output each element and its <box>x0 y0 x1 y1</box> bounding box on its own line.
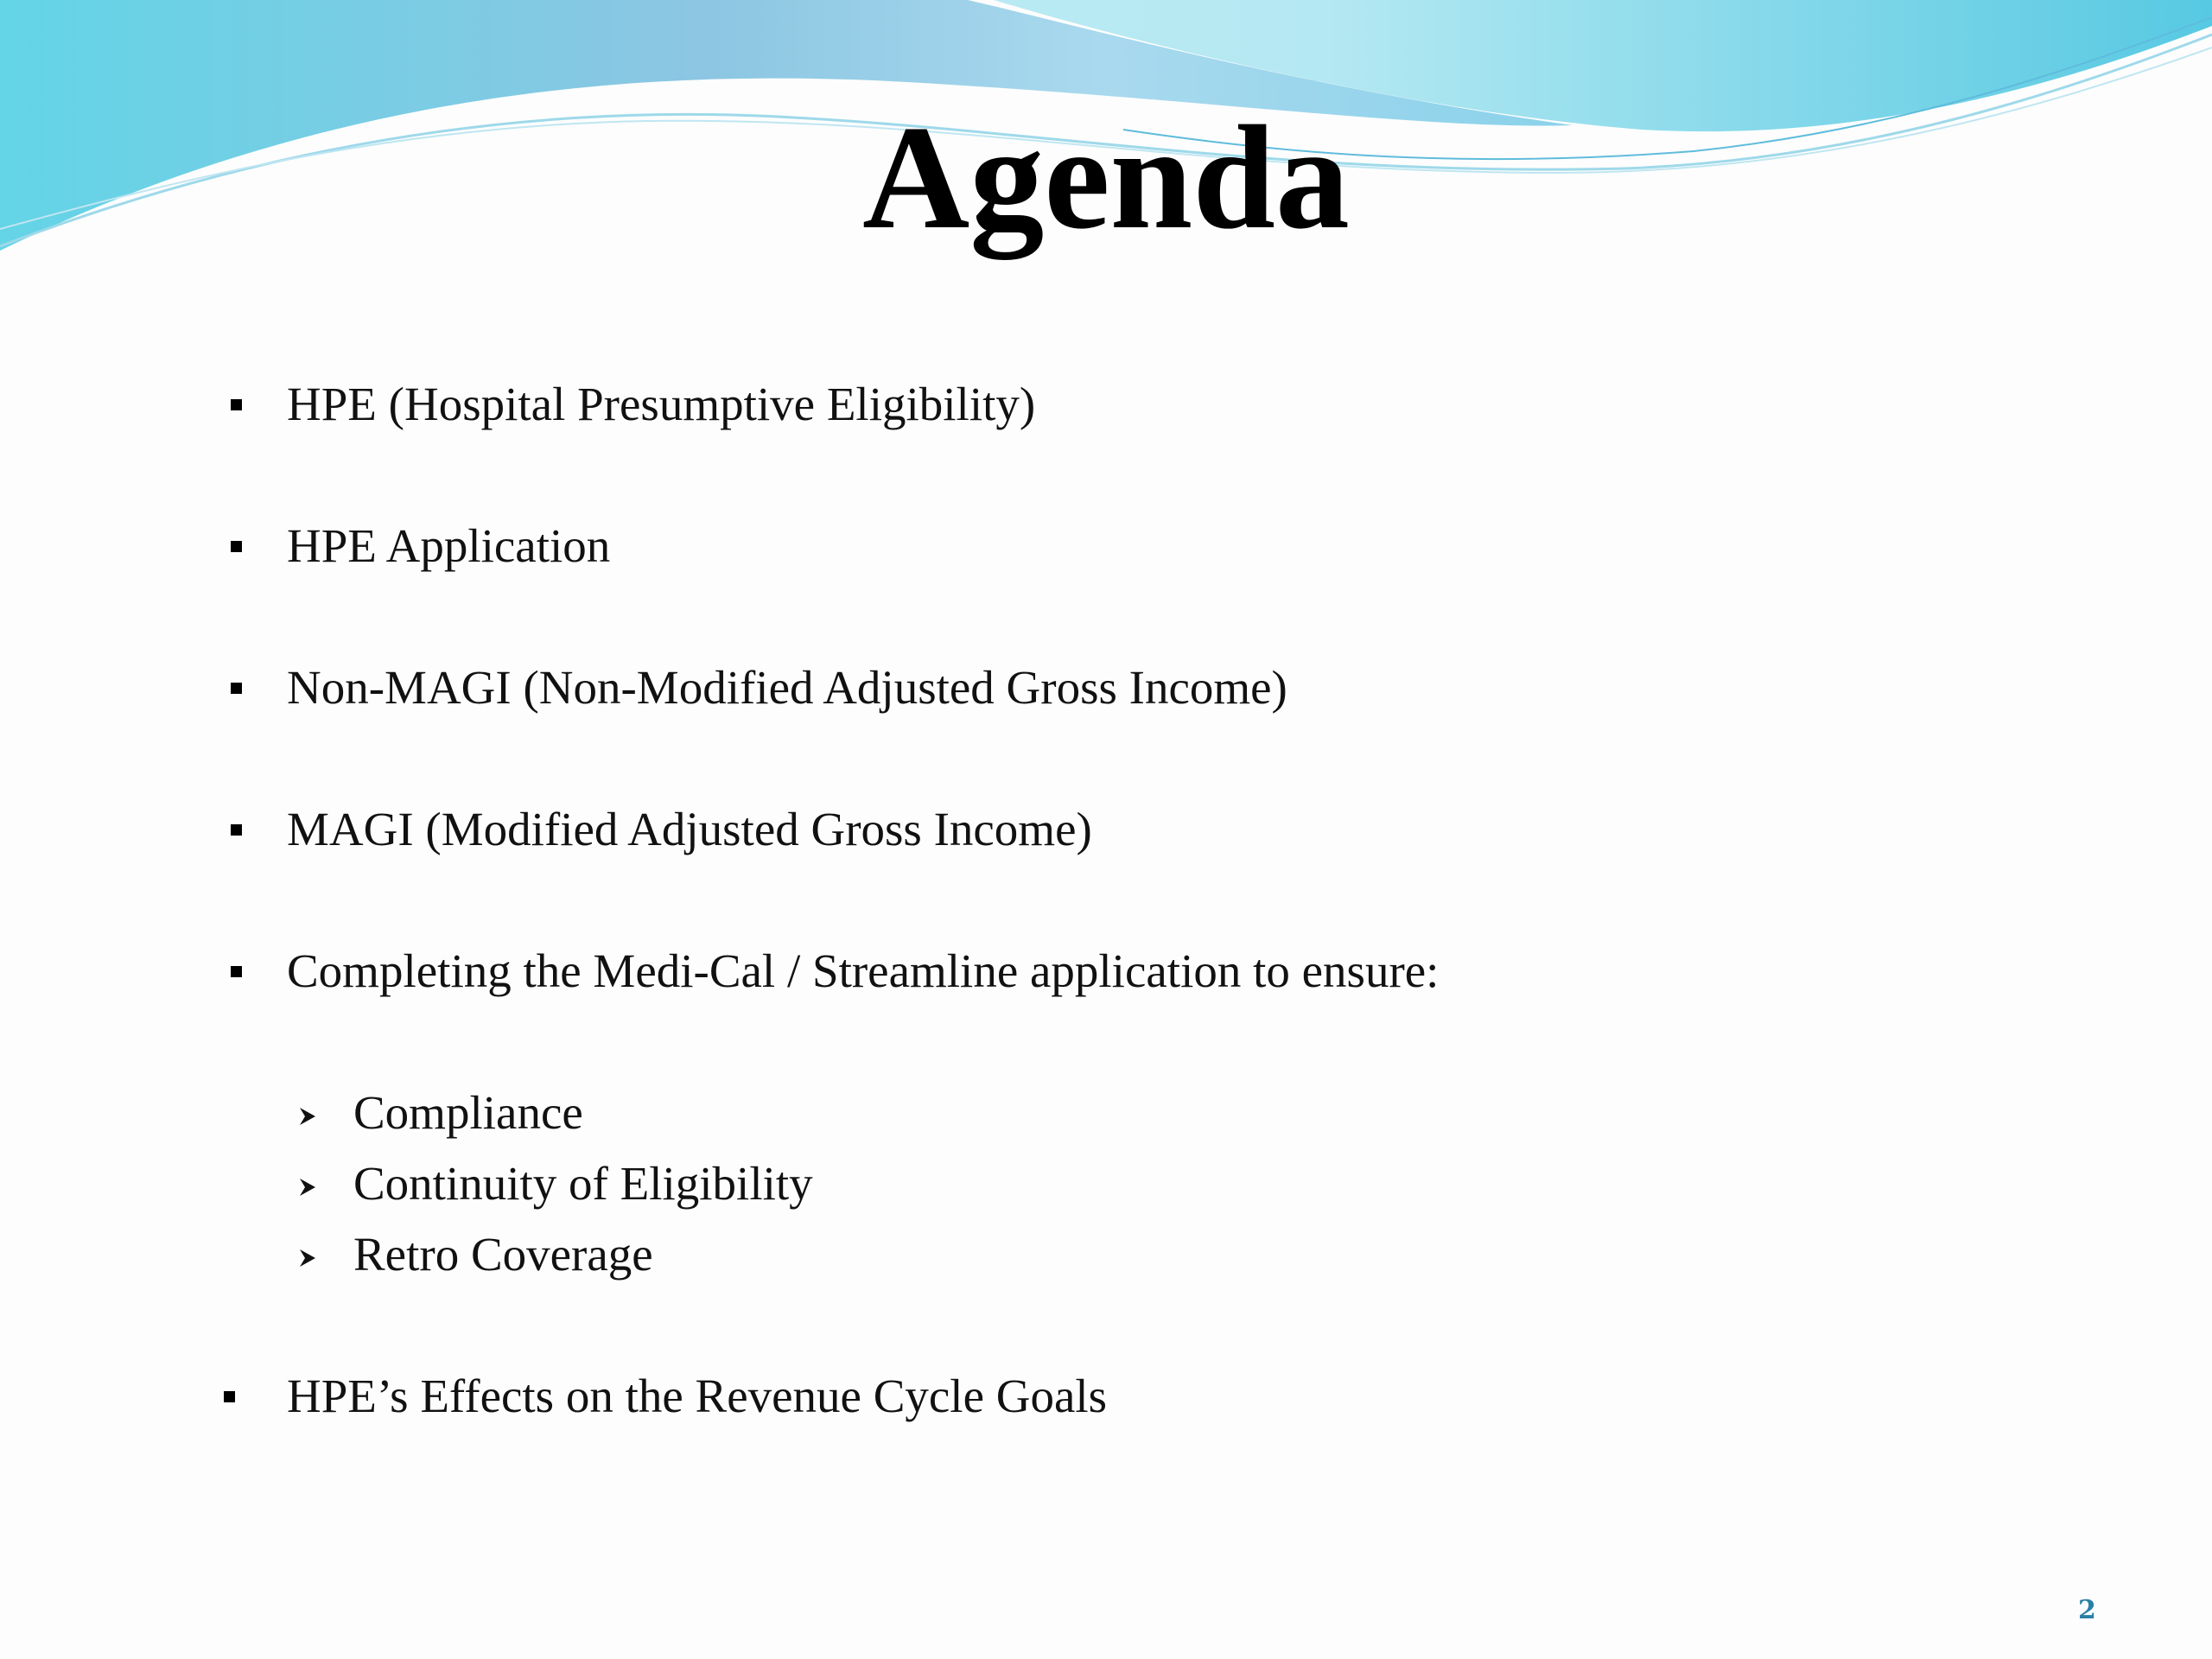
agenda-item: Completing the Medi-Cal / Streamline application to ensure: <box>287 944 1440 997</box>
agenda-item: HPE (Hospital Presumptive Eligibility) <box>287 378 1036 430</box>
agenda-sub-item: Compliance <box>353 1086 583 1139</box>
bullet-icon <box>231 966 242 977</box>
arrow-bullet-icon <box>296 1104 321 1128</box>
bullet-icon <box>231 541 242 552</box>
slide-title: Agenda <box>862 96 1350 260</box>
agenda-item: HPE Application <box>287 519 611 572</box>
bullet-icon <box>231 683 242 694</box>
agenda-sub-item: Retro Coverage <box>353 1228 653 1281</box>
arrow-bullet-icon <box>296 1175 321 1199</box>
arrow-bullet-icon <box>296 1246 321 1270</box>
agenda-item: MAGI (Modified Adjusted Gross Income) <box>287 803 1092 855</box>
bullet-icon <box>231 399 242 410</box>
bullet-icon <box>231 824 242 836</box>
agenda-sub-item: Continuity of Eligibility <box>353 1157 813 1210</box>
page-number: 2 <box>2078 1595 2096 1625</box>
bullet-icon <box>224 1391 235 1402</box>
agenda-item: Non-MAGI (Non-Modified Adjusted Gross Income) <box>287 661 1287 714</box>
agenda-item: HPE’s Effects on the Revenue Cycle Goals <box>287 1370 1108 1422</box>
